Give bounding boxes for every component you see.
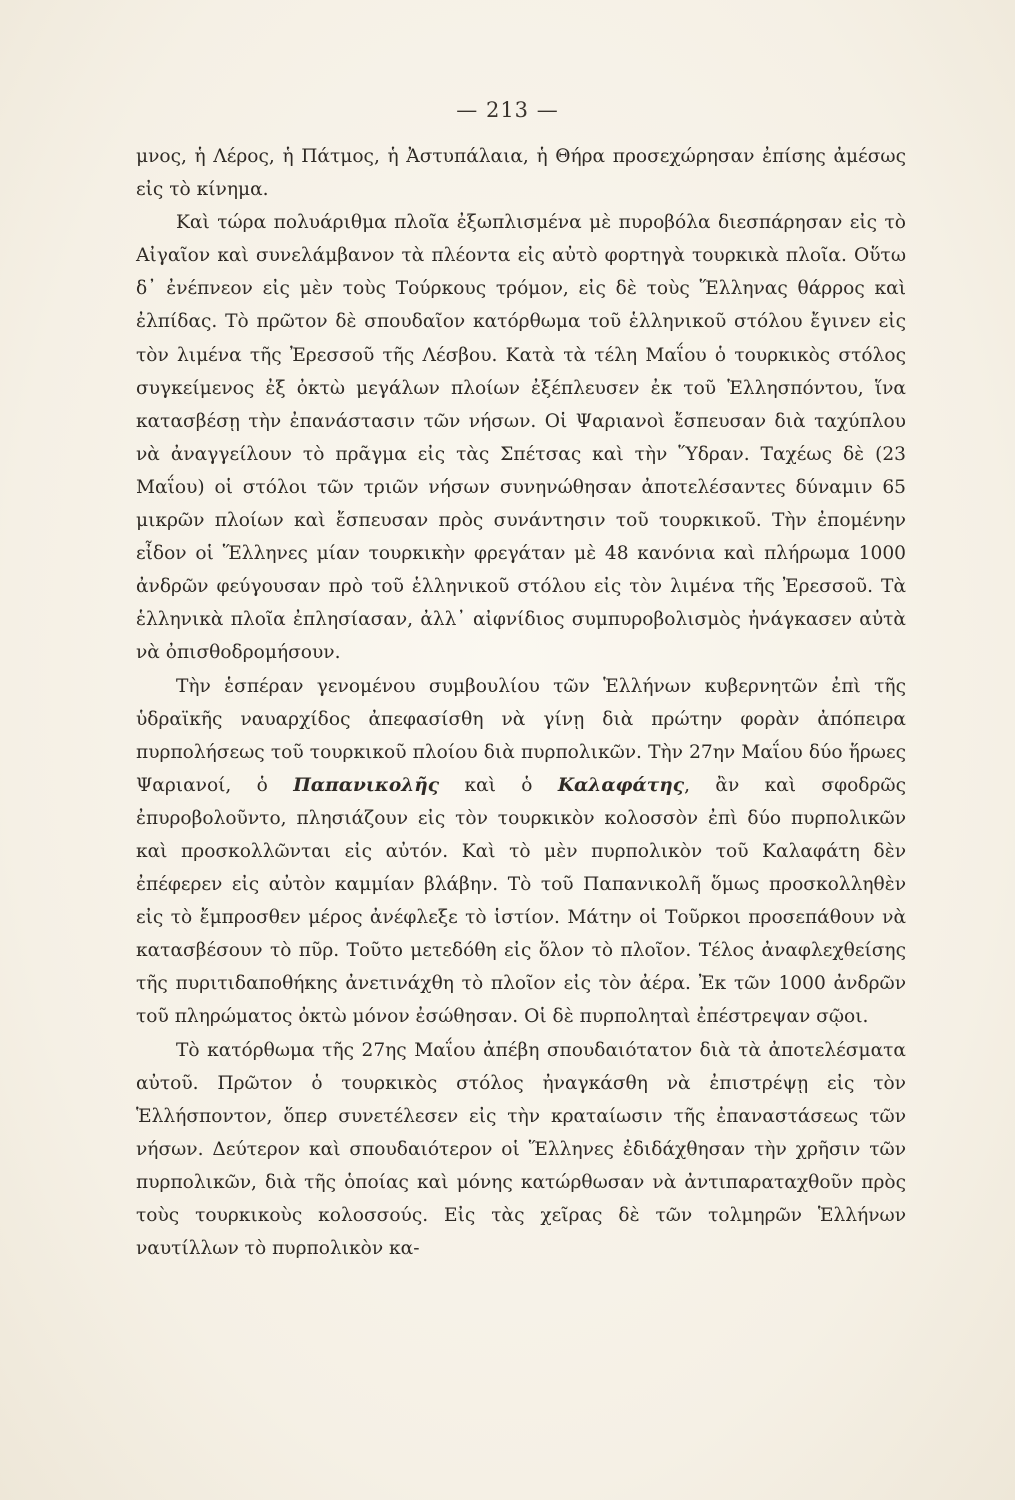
paragraph-3	[136, 670, 906, 1034]
paragraph-2-text: Καὶ τώρα πολυάριθμα πλοῖα ἐξωπλισμένα μὲ πυροβόλα διεσπάρησαν εἰς τὸ Αἰγαῖον καὶ συνελάμβανον τὰ πλέοντα εἰς αὐτὸ φορτηγὰ τουρκικὰ πλοῖα. Οὕτω δ᾽ ἐνέπνεον εἰς μὲν τοὺς Τούρκους τρόμον, εἰς δὲ τοὺς Ἕλληνας θάρρος καὶ ἐλπίδας. Τὸ πρῶτον δὲ σπουδαῖον κατόρθωμα τοῦ ἑλληνικοῦ στόλου ἔγινεν εἰς τὸν λιμένα τῆς Ἐρεσσοῦ τῆς Λέσβου. Κατὰ τὰ τέλη Μαΐου ὁ τουρκικὸς στόλος συγκείμενος ἐξ ὀκτὼ μεγάλων πλοίων ἐξέπλευσεν ἐκ τοῦ Ἑλλησπόντου, ἵνα κατασβέσῃ τὴν ἐπανάστασιν τῶν νήσων. Οἱ Ψαριανοὶ ἔσπευσαν διὰ ταχύπλου νὰ ἀναγγείλουν τὸ πρᾶγμα εἰς τὰς Σπέτσας καὶ τὴν Ὕδραν. Ταχέως δὲ (23 Μαΐου) οἱ στόλοι τῶν τριῶν νήσων συνηνώθησαν ἀποτελέσαντες δύναμιν 65 μικρῶν πλοίων καὶ ἔσπευσαν πρὸς συνάντησιν τοῦ τουρκικοῦ. Τὴν ἐπομένην εἶδον οἱ Ἕλληνες μίαν τουρκικὴν φρεγάταν μὲ 48 κανόνια καὶ πλήρωμα 1000 ἀνδρῶν φεύγουσαν πρὸ τοῦ ἑλληνικοῦ στόλου εἰς τὸν λιμένα τῆς Ἐρεσσοῦ. Τὰ ἑλληνικὰ πλοῖα ἐπλησίασαν, ἀλλ᾽ αἰφνίδιος συμπυροβολισμὸς ἠνάγκασεν αὐτὰ νὰ ὀπισθοδρομήσουν.	[136, 212, 906, 664]
paragraph-4	[136, 1034, 906, 1266]
name-kalafatis: Καλαφάτης	[557, 774, 685, 796]
paragraph-3-text-a: Τὴν ἑσπέραν γενομένου συμβουλίου τῶν Ἑλλήνων κυβερνητῶν ἐπὶ τῆς ὑδραϊκῆς ναυαρχίδος ἀπεφασίσθη νὰ γίνῃ διὰ πρώτην φορὰν ἀπόπειρα πυρπολήσεως τοῦ τουρκικοῦ πλοίου διὰ πυρπολικῶν. Τὴν 27ην Μαΐου δύο ἥρωες Ψαριανοί, ὁ	[136, 675, 906, 796]
paragraph-1-text: μνος, ἡ Λέρος, ἡ Πάτμος, ἡ Ἀστυπάλαια, ἡ Θήρα προσεχώρησαν ἐπίσης ἀμέσως εἰς τὸ κίνημα.	[136, 146, 906, 201]
name-papanikolis: Παπανικολῆς	[293, 774, 440, 796]
paragraph-2	[136, 206, 906, 669]
paragraph-3-text-b: καὶ ὁ	[439, 774, 558, 796]
paragraph-1	[136, 140, 906, 206]
page-number: — 213 —	[456, 98, 559, 122]
paragraph-3-text-c: , ἂν καὶ σφοδρῶς ἐπυροβολοῦντο, πλησιάζουν εἰς τὸν τουρκικὸν κολοσσὸν ἐπὶ δύο πυρπολικῶν καὶ προσκολλῶνται εἰς αὐτόν. Καὶ τὸ μὲν πυρπολικὸν τοῦ Καλαφάτη δὲν ἐπέφερεν εἰς αὐτὸν καμμίαν βλάβην. Τὸ τοῦ Παπανικολῆ ὅμως προσκολληθὲν εἰς τὸ ἔμπροσθεν μέρος ἀνέφλεξε τὸ ἱστίον. Μάτην οἱ Τοῦρκοι προσεπάθουν νὰ κατασβέσουν τὸ πῦρ. Τοῦτο μετεδόθη εἰς ὅλον τὸ πλοῖον. Τέλος ἀναφλεχθείσης τῆς πυριτιδαποθήκης ἀνετινάχθη τὸ πλοῖον εἰς τὸν ἀέρα. Ἐκ τῶν 1000 ἀνδρῶν τοῦ πληρώματος ὀκτὼ μόνον ἐσώθησαν. Οἱ δὲ πυρποληταὶ ἐπέστρεψαν σῷοι.	[136, 774, 906, 1028]
paragraph-4-text: Τὸ κατόρθωμα τῆς 27ης Μαΐου ἀπέβη σπουδαιότατον διὰ τὰ ἀποτελέσματα αὐτοῦ. Πρῶτον ὁ τουρκικὸς στόλος ἠναγκάσθη νὰ ἐπιστρέψῃ εἰς τὸν Ἑλλήσποντον, ὅπερ συνετέλεσεν εἰς τὴν κραταίωσιν τῆς ἐπαναστάσεως τῶν νήσων. Δεύτερον καὶ σπουδαιότερον οἱ Ἕλληνες ἐδιδάχθησαν τὴν χρῆσιν τῶν πυρπολικῶν, διὰ τῆς ὁποίας καὶ μόνης κατώρθωσαν νὰ ἀντιπαραταχθοῦν πρὸς τοὺς τουρκικοὺς κολοσσούς. Εἰς τὰς χεῖρας δὲ τῶν τολμηρῶν Ἑλλήνων ναυτίλλων τὸ πυρπολικὸν κα-	[136, 1039, 906, 1260]
body-text	[136, 140, 906, 1265]
